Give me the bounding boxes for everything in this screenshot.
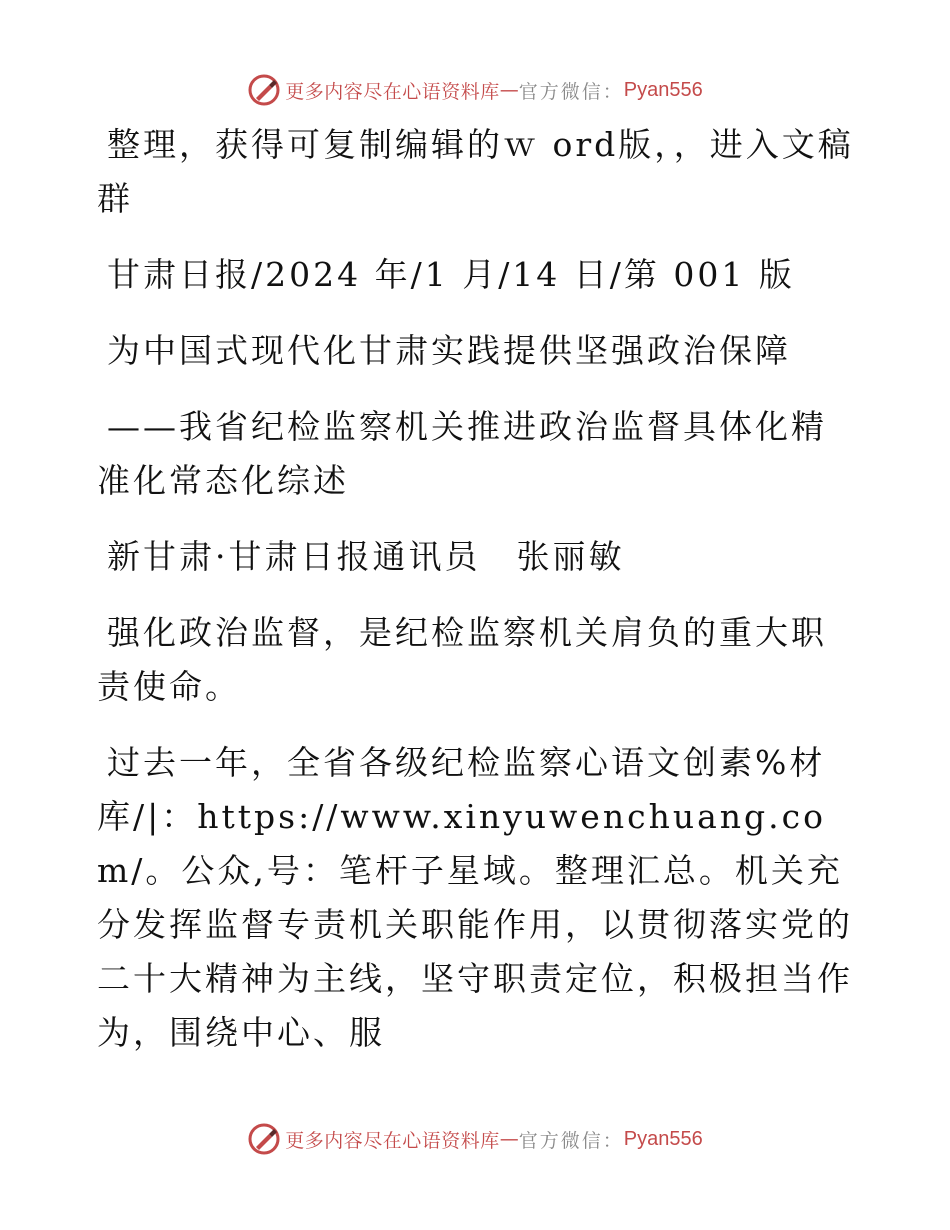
body-paragraph: 过去一年，全省各级纪检监察心语文创素%材库/|：https://www.xinyuwenchuang.com/。公众,号：笔杆子星域。整理汇总。机关充分发挥监督专责机关职能作用，以贯彻落实党的二十大精神为主线，坚守职责定位，积极担当作为，围绕中心、服: [97, 743, 853, 1052]
source-line: 甘肃日报/2024 年/1 月/14 日/第 001 版: [107, 255, 795, 294]
watermark-separator: —: [499, 79, 519, 101]
body-paragraph: 强化政治监督，是纪检监察机关肩负的重大职责使命。: [97, 613, 827, 706]
article-byline: 新甘肃·甘肃日报通讯员 张丽敏: [107, 537, 625, 576]
watermark-official-label: 官方微信：: [518, 1129, 624, 1152]
header-watermark: [0, 70, 950, 110]
pen-logo-icon: [247, 1122, 281, 1156]
footer-watermark: [0, 1119, 950, 1159]
article-headline: 为中国式现代化甘肃实践提供坚强政治保障: [107, 331, 791, 370]
pen-logo-icon: [247, 73, 281, 107]
article-body: [97, 118, 857, 1082]
watermark-brand-text: 更多内容尽在心语资料库: [285, 1129, 500, 1152]
watermark-wechat-id: Pyan556: [623, 1127, 703, 1150]
article-subheadline: ——我省纪检监察机关推进政治监督具体化精准化常态化综述: [97, 407, 827, 500]
watermark-wechat-id: Pyan556: [623, 78, 703, 101]
intro-paragraph: 整理，获得可复制编辑的ｗ ord版，，进入文稿群: [97, 125, 854, 218]
watermark-separator: —: [499, 1128, 519, 1150]
watermark-brand-text: 更多内容尽在心语资料库: [285, 80, 500, 103]
watermark-official-label: 官方微信：: [518, 80, 624, 103]
